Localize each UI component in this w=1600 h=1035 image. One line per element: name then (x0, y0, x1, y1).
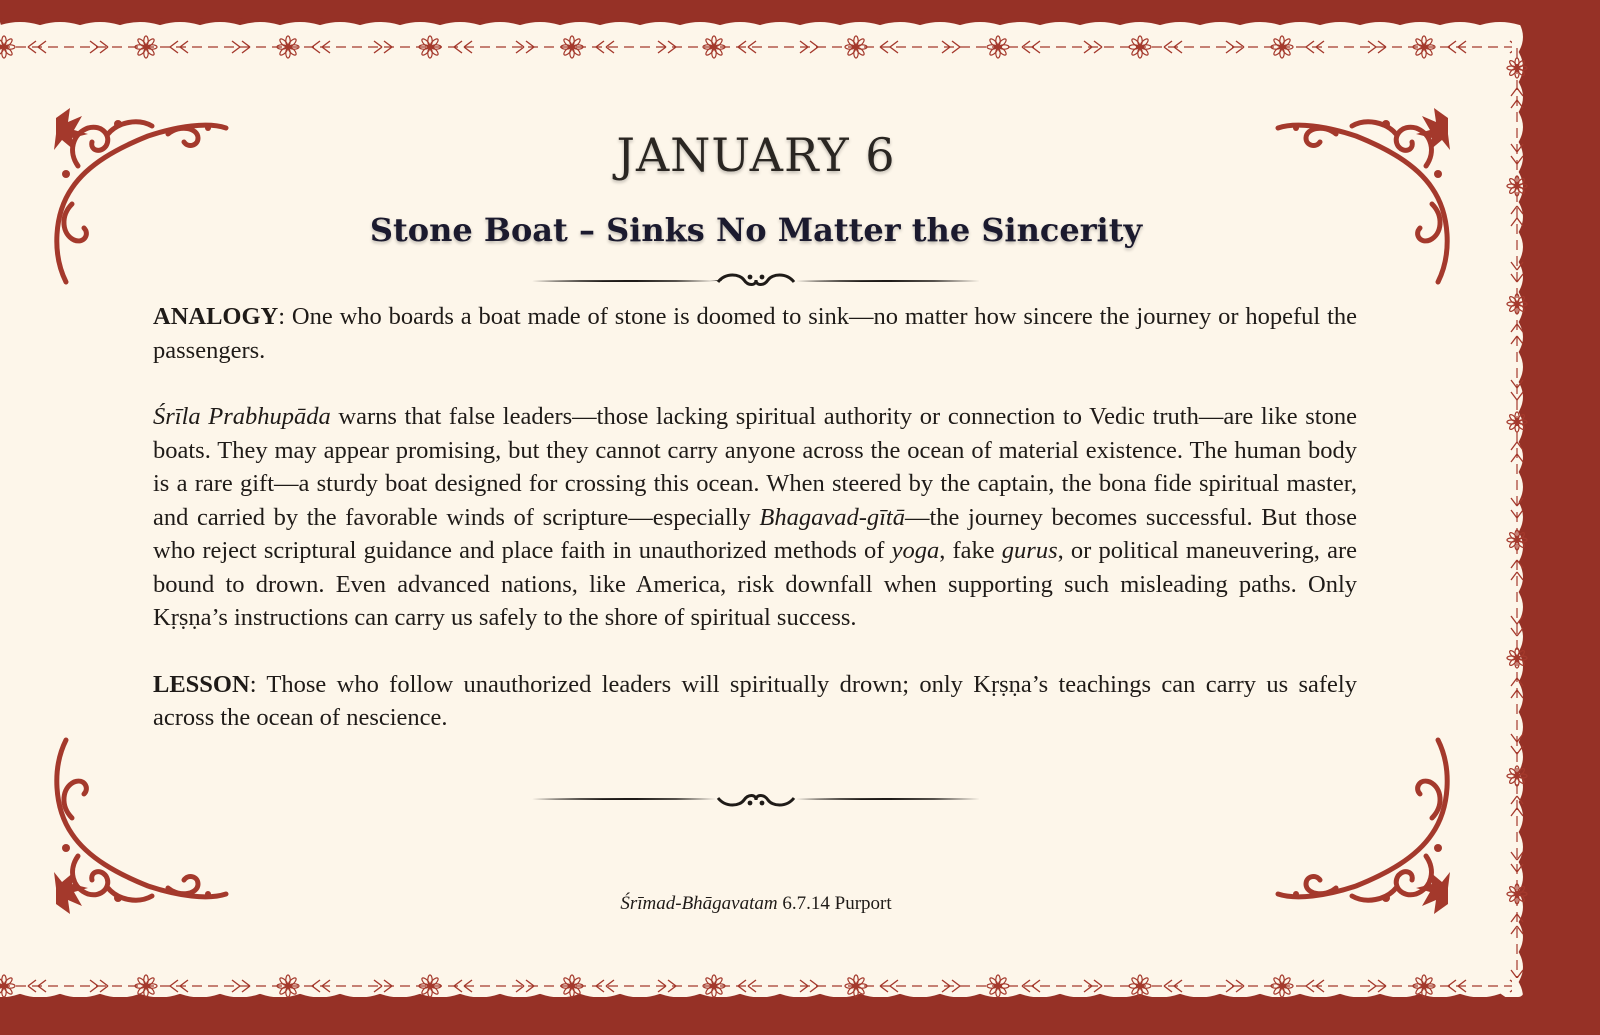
purport-text-4: , or political maneuvering, are bound to drown. Even advanced nations, like America, risk downfall when supporting such misleading paths. Only Kṛṣṇa’s instructions can carry us safely to the shore of spiritual success. (153, 537, 1357, 631)
purport-author: Śrīla Prabhupāda (153, 403, 331, 430)
analogy-paragraph (153, 300, 1357, 367)
purport-gurus: gurus (1001, 537, 1058, 564)
right-ornament-band (1505, 48, 1529, 978)
lesson-label: LESSON (153, 670, 250, 698)
divider-ornament-top (530, 268, 982, 294)
citation-reference: 6.7.14 Purport (777, 893, 892, 914)
top-ornament-band (0, 34, 1512, 60)
purport-text-1: warns that false leaders—those lacking spiritual authority or connection to Vedic truth—are like stone boats. They may appear promising, but they cannot carry anyone across the ocean of material existence. The human body is a rare gift—a sturdy boat designed for crossing this ocean. When steered by the captain, the bona fide spiritual master, and carried by the favorable winds of scripture—especially (153, 403, 1357, 531)
page-date: JANUARY 6 (616, 128, 896, 182)
purport-text-3: , fake (939, 537, 1002, 564)
analogy-text: : One who boards a boat made of stone is doomed to sink—no matter how sincere the journey or hopeful the passengers. (153, 303, 1357, 364)
citation (0, 893, 1512, 915)
purport-text-2: —the journey becomes successful. But those who reject scriptural guidance and place faith in unauthorized methods of (153, 503, 1357, 564)
purport-yoga: yoga (891, 537, 940, 564)
divider-ornament-bottom (530, 786, 982, 812)
analogy-label: ANALOGY (153, 303, 279, 330)
body-text (153, 300, 1357, 768)
page-title: Stone Boat – Sinks No Matter the Sincerity (369, 211, 1143, 249)
citation-source: Śrīmad-Bhāgavatam (620, 893, 778, 914)
purport-paragraph (153, 400, 1357, 635)
lesson-paragraph (153, 668, 1357, 735)
lesson-text: : Those who follow unauthorized leaders will spiritually drown; only Kṛṣṇa’s teachings can carry us safely across the ocean of nescience. (153, 670, 1357, 731)
bottom-ornament-band (0, 973, 1512, 999)
purport-scripture: Bhagavad-gītā (759, 503, 905, 531)
